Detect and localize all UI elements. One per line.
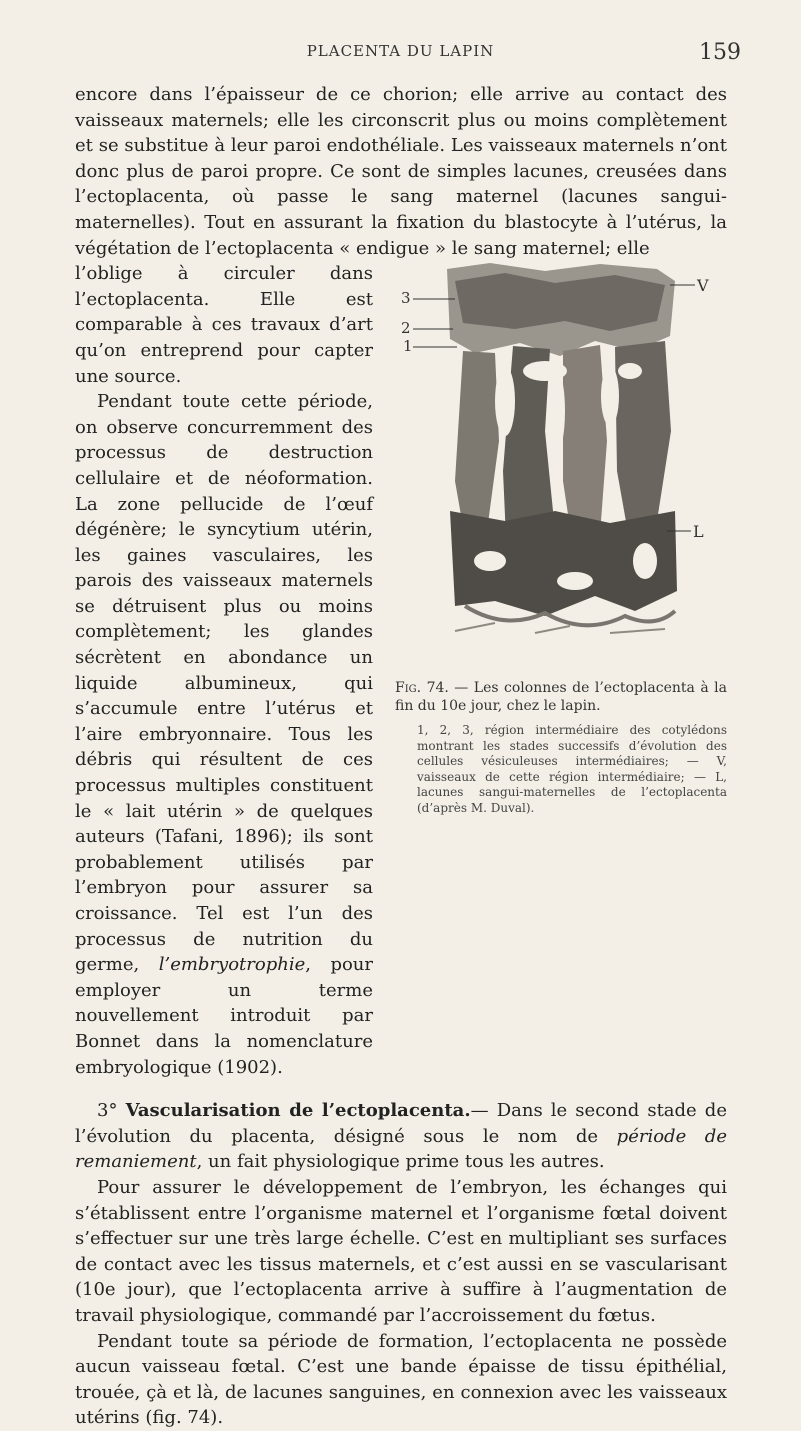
remaniement-term: période de remaniement <box>75 1125 727 1173</box>
intro-paragraph-end: l’oblige à circuler dans l’ectoplacenta. Elle est comparable à ces travaux d’art qu’on entreprend pour capter une source. <box>75 263 373 387</box>
label-3: 3 <box>401 289 411 308</box>
caption-label: Fig. 74. <box>395 680 449 697</box>
section-3-paragraph <box>75 1098 727 1175</box>
text-column <box>75 261 373 1080</box>
figure-caption <box>395 679 727 715</box>
label-2: 2 <box>401 319 411 338</box>
embryotrophie-term: l’embryotrophie <box>158 954 306 976</box>
label-v: V <box>697 276 709 296</box>
label-1: 1 <box>403 337 413 356</box>
intro-paragraph-start: encore dans l’épaisseur de ce chorion; elle arrive au contact des vaisseaux maternels; elle les circonscrit plus ou moins complètement et se substitue à leur paroi endothéliale. Les vaisseaux maternels n’ont donc plus de paroi propre. Ce sont de simples lacunes, creusées dans l’ectoplacenta, où passe le sang maternel (lacunes sangui-maternelles). Tout en assurant la fixation du blastocyte à l’utérus, la végétation de l’ectoplacenta « endigue » le sang maternel; elle <box>75 84 727 259</box>
section-title: Vascularisation de l’ectoplacenta. <box>125 1100 471 1122</box>
running-head <box>0 40 801 70</box>
body-text <box>75 82 727 1431</box>
figure-legend: 1, 2, 3, région intermédiaire des cotylédons montrant les stades successifs d’évolution des cellules vésiculeuses intermédiaires; — V, vaisseaux de cette région intermédiaire; — L, lacunes sangui-maternelles de l’ectoplacenta (d’après M. Duval). <box>417 723 727 815</box>
caption-text: — Les colonnes de l’ectoplacenta à la fin du 10e jour, chez le lapin. <box>395 680 727 715</box>
section-3-text-b: , un fait physiologique prime tous les autres. <box>196 1151 605 1173</box>
page-number: 159 <box>699 40 741 65</box>
label-l: L <box>693 522 704 542</box>
running-title: PLACENTA DU LAPIN <box>306 42 495 60</box>
section-number: 3° <box>97 1100 126 1122</box>
destruction-paragraph <box>75 389 373 1080</box>
development-paragraph: Pour assurer le développement de l’embryon, les échanges qui s’établissent entre l’organisme maternel et l’organisme fœtal doivent s’effectuer sur une très large échelle. C’est en multipliant ses surfaces de contact avec les tissus maternels, et c’est aussi en se vascularisant (10e jour), que l’ectoplacenta arrive à suffire à l’augmentation de travail physiologique, commandé par l’accroissement du fœtus. <box>75 1176 727 1326</box>
destruction-text-end: , pour employer un terme nouvellement introduit par Bonnet dans la nomenclature embryologique (1902). <box>75 954 373 1078</box>
ectoplacenta-illustration <box>395 261 727 671</box>
figure-wrap <box>75 261 727 1080</box>
figure-74 <box>395 261 727 1080</box>
destruction-text: Pendant toute cette période, on observe concurremment des processus de destruction cellulaire et de néoformation. La zone pellucide de l’œuf dégénère; le syncytium utérin, les gaines vasculaires, les parois des vaisseaux maternels se détruisent plus ou moins complètement; les glandes sécrètent en abondance un liquide albumineux, qui s’accumule entre l’utérus et l’aire embryonnaire. Tous les débris qui résultent de ces processus multiples constituent le « lait utérin » de quelques auteurs (Tafani, 1896); ils sont probablement utilisés par l’embryon pour assurer sa croissance. Tel est l’un des processus de nutrition du germe, <box>75 391 373 976</box>
formation-paragraph: Pendant toute sa période de formation, l’ectoplacenta ne possède aucun vaisseau fœtal. C’est une bande épaisse de tissu épithélial, trouée, çà et là, de lacunes sanguines, en connexion avec les vaisseaux utérins (fig. 74). <box>75 1330 727 1429</box>
section-3-text-a: — Dans le second stade de l’évolution du placenta, désigné sous le nom de <box>75 1100 727 1147</box>
